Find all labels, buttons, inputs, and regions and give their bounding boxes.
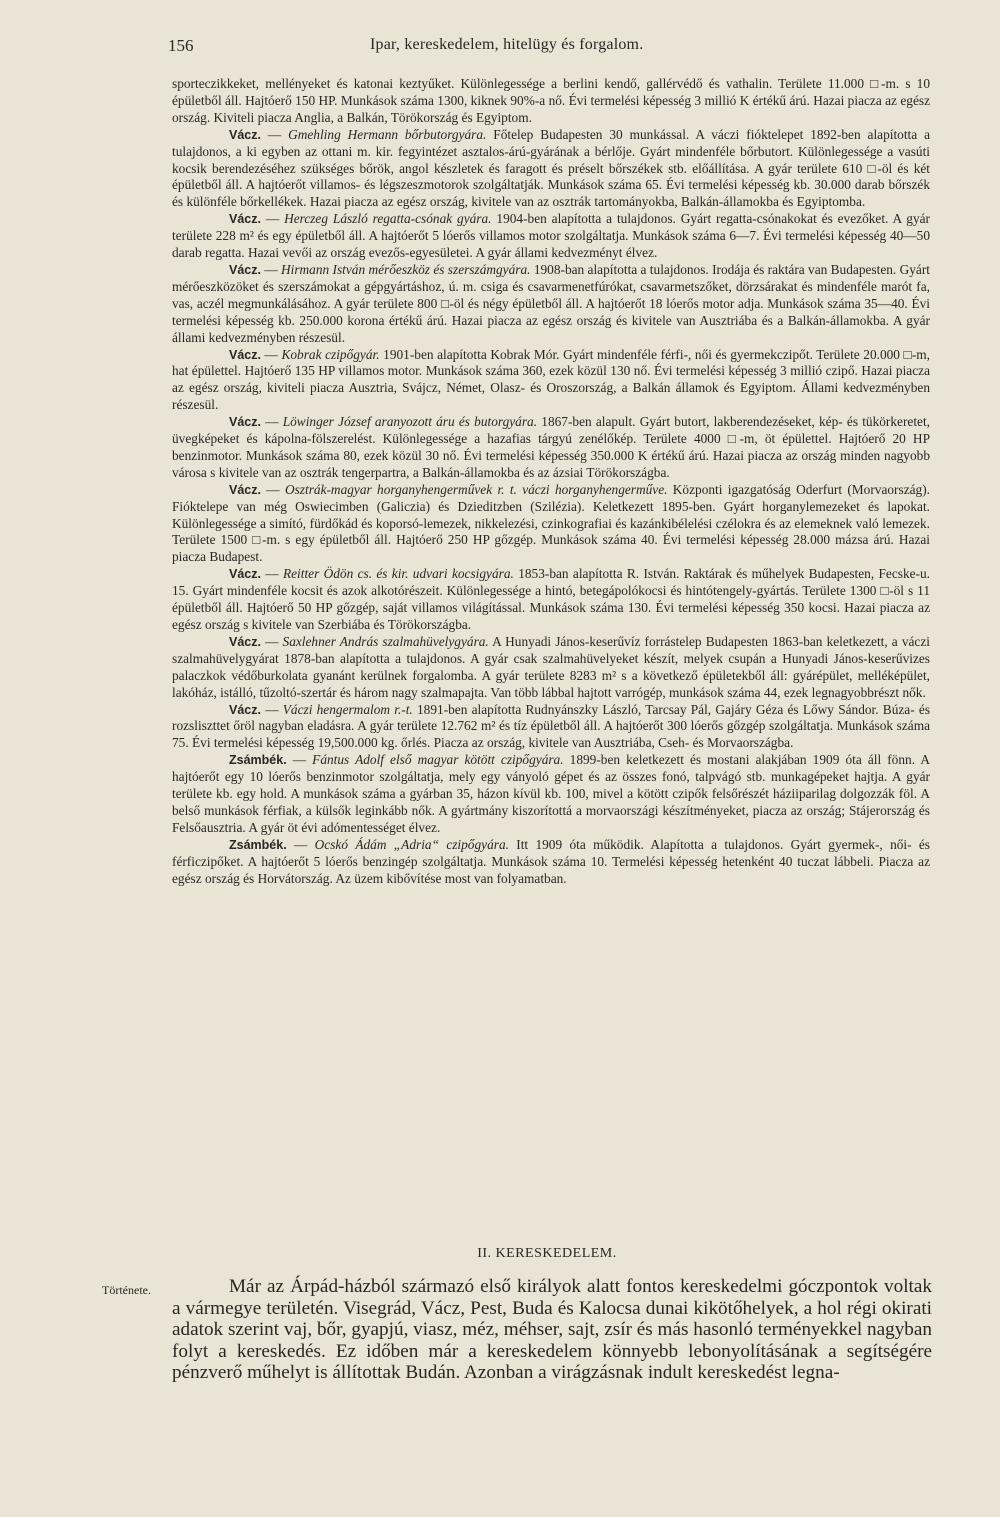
- section-heading: II. KERESKEDELEM.: [477, 1246, 617, 1261]
- section-paragraph: Már az Árpád-házból származó első királyok alatt fontos kereskedelmi góczpontok voltak a vármegye területén. Visegrád, Vácz, Pest, Buda és Kalocsa dunai kikötőhelyek, a hol régi okirati adatok szerint vaj, bőr, gyapjú, viasz, méz, méhser, sajt, zsír és más hasonló terményekkel nagyban folyt a kereskedés. Ez időben már a kereskedelem könnyebb lebonyolításának a segítségére pénzverő műhelyt is állítottak Budán. Azonban a virágzásnak indult kereskedést legna-: [172, 1276, 932, 1384]
- entry-text: 1891-ben alapította Rudnyánszky László, Tarcsay Pál, Gajáry Géza és Lőwy Sándor. Búza- és rozsliszttet őröl nagyban eladásra. A gyár területe 12.762 m² és tíz épületből áll. A hajtóerőt 300 lóerős gőzgép szolgáltatja. Munkások száma 75. Évi termelési képesség 19,500.000 kg. őrlés. Piacza az ország, kivitele van Ausztriába, Cseh- és Morvaországba.: [172, 701, 931, 751]
- entry-firm: Osztrák-magyar horganyhengerművek r. t. váczi horganyhengerműve.: [284, 481, 668, 497]
- entry-firm: Löwinger József aranyozott áru és butorgyára.: [282, 414, 538, 430]
- entry-saxlehner: Vácz. — Saxlehner András szalmahüvelygyára. A Hunyadi János-keserűvíz forrástelep Budapesten 1863-ban keletkezett, a váczi szalmahüvelygyárat 1878-ban alapította a tulajdonos. A gyár csak szalmahüvelyeket készít, melyek csupán a Hunyadi János-keserűvizes palaczkok védőburkolata gyanánt kerülnek forgalomba. A gyár területe 8283 m² s a következő épületekből áll: gyárépület, melléképület, lakóház, istálló, tűzoltó-szertár és három nagy szalmapajta. Van több lábbal hajtott varrógép, munkások száma 44, ezek legnagyobbrészt nők.: [172, 633, 930, 700]
- entry-text: 1867-ben alapult. Gyárt butort, lakberendezéseket, kép- és tükörkeretet, üvegképeket és kápolna-fölszerelést. Különlegessége a hazafias tárgyú zenélőkép. Területe 4000 □-m, öt épülettel. Hajtóerő 20 HP benzinmotor. Munkások száma 80, ezek közül 30 nő. Évi termelési képesség 350.000 K értékű árú. Hazai piacza az ország minden nagyobb városa s kivitele van az osztrák tengerpartra, a Balkán-államokba és az ázsiai Törökországba.: [172, 414, 930, 480]
- entry-place: Vácz.: [229, 634, 261, 649]
- entry-place: Vácz.: [229, 415, 261, 430]
- entry-text: Központi igazgatóság Oderfurt (Morvaország). Fióktelepe van még Oswiecimben (Galiczia) és Dzieditzben (Szilézia). Keletkezett 1895-ben. Gyárt horganylemezeket és lapokat. Különlegessége a simító, fürdőkád és koporsó-lemezek, nikkelezési, czinkografiai és kazánkibélelési czélokra és az elemeknek való lemezek. Területe 1500 □-m. s egy épületből áll. Hajtóerő 250 HP gőzgép. Munkások száma 40. Évi termelési képesség 28.000 mázsa árú. Hazai piacza Budapest.: [172, 481, 930, 565]
- entry-herczeg: Vácz. — Herczeg László regatta-csónak gyára. 1904-ben alapította a tulajdonos. Gyárt regatta-csónakokat és evezőket. A gyár területe 228 m² és egy épületből áll. A hajtóerőt 5 lóerős villamos motor szolgáltatja. Munkások száma 6—7. Évi termelési képesség 40—50 darab regatta. Hazai vevői az ország evezős-egyesületei. A gyár állami kedvezményt élvez.: [172, 211, 930, 261]
- directory-text: [172, 76, 930, 888]
- entry-hengermalom: Vácz. — Váczi hengermalom r.-t. 1891-ben alapította Rudnyánszky László, Tarcsay Pál, Gajáry Géza és Lőwy Sándor. Búza- és rozsliszttet őröl nagyban eladásra. A gyár területe 12.762 m² és tíz épületből áll. A hajtóerőt 300 lóerős gőzgép szolgáltatja. Munkások száma 75. Évi termelési képesség 19,500.000 kg. őrlés. Piacza az ország, kivitele van Ausztriába, Cseh- és Morvaországba.: [172, 701, 931, 751]
- entry-firm: Reitter Ödön cs. és kir. udvari kocsigyára.: [282, 566, 514, 582]
- entry-place: Zsámbék.: [229, 837, 287, 852]
- margin-note: Története.: [102, 1283, 151, 1297]
- entry-place: Vácz.: [229, 347, 261, 362]
- entry-place: Vácz.: [229, 262, 261, 277]
- entry-place: Vácz.: [229, 482, 261, 497]
- entry-text: 1908-ban alapította a tulajdonos. Irodája és raktára van Budapesten. Gyárt mérőeszközöket és szerszámokat a gépgyártáshoz, ú. m. csiga és csavarmenetfúrókat, csavarmetszőket, dörzsárakat és mindenféle marót fa, vas, aczél megmunkálásához. A gyár területe 800 □-öl és négy épületből áll. A hajtóerőt 18 lóerős motor adja. Munkások száma 35—40. Évi termelési képesség kb. 250.000 korona értékű árú. Hazai piacza az egész ország és kivitele van Ausztriába és a Balkán-államokba. A gyár állami kedvezményben részesül.: [172, 261, 930, 345]
- entry-firm: Herczeg László regatta-csónak gyára.: [284, 211, 492, 227]
- entry-firm: Váczi hengermalom r.-t.: [282, 701, 413, 717]
- entry-place: Vácz.: [229, 127, 261, 142]
- entry-text: Főtelep Budapesten 30 munkással. A váczi fióktelepet 1892-ben alapította a tulajdonos, a ki egyben az ottani m. kir. fegyintézet asztalos-árú-gyárának a bérlője. Gyárt mindenféle bőrbutort. Különlegessége a vasúti kocsik berendezéséhez szükséges bőrök, angol készletek és faragott és préselt bőrszékek stb. előállítása. A gyár területe 610 □-öl és két épületből áll. A hajtóerőt villamos- és légszeszmotorok szolgáltatják. Munkások száma 65. Évi termelési képesség kb. 30.000 darab bőrszék és különféle bőrkellékek. Hazai piacza az egész ország, kivitele van az osztrák tartományokba, Balkán-államokba és Egyiptomba.: [172, 126, 930, 210]
- entry-place: Vácz.: [229, 567, 261, 582]
- entry-firm: Gmehling Hermann bőrbutorgyára.: [288, 126, 487, 142]
- entry-text: A Hunyadi János-keserűvíz forrástelep Budapesten 1863-ban keletkezett, a váczi szalmahüvelygyárat 1878-ban alapította a tulajdonos. A gyár csak szalmahüvelyeket készít, melyek csupán a Hunyadi János-keserűvizes palaczkok védőburkolata gyanánt kerülnek forgalomba. A gyár területe 8283 m² s a következő épületekből áll: gyárépület, melléképület, lakóház, istálló, tűzoltó-szertár és három nagy szalmapajta. Van több lábbal hajtott varrógép, munkások száma 44, ezek legnagyobbrészt nők.: [172, 633, 930, 700]
- page-number: 156: [168, 36, 194, 55]
- intro-paragraph: sporteczikkeket, mellényeket és katonai keztyűket. Különlegessége a berlini kendő, gallérvédő és vathalin. Területe 11.000 □-m. s 10 épületből áll. Hajtóerő 150 HP. Munkások száma 1300, kiknek 90%-a nő. Évi termelési képesség 3 millió K értékű árú. Hazai piacza az egész ország. Kiviteli piacza Anglia, a Balkán, Törökország és Egyiptom.: [172, 76, 930, 125]
- entry-fantus: Zsámbék. — Fántus Adolf első magyar kötött czipőgyára. 1899-ben keletkezett és mostani alakjában 1909 óta áll fönn. A hajtóerőt egy 10 lóerős benzinmotor szolgáltatja, mely egy ványoló gépet és az összes fonó, talpvágó stb. munkagépeket hajtja. A gyár területe kb. egy hold. A munkások száma a gyárban 35, házon kívül kb. 100, mivel a kötött czipők felsőrészét háziiparilag dolgozzák föl. A belső munkások férfiak, a külsők leginkább nők. A gyártmány kiszorítottá a morvaországi készítményeket, piacza az ország; Stájerország és Felsőausztria. A gyár öt évi adómentességet élvez.: [172, 752, 931, 835]
- entry-text: Itt 1909 óta működik. Alapította a tulajdonos. Gyárt gyermek-, női- és férficzipőket. A hajtóerőt 5 lóerős benzingép szolgáltatja. Munkások száma 10. Termelési képesség hetenként 40 tuczat lábbeli. Piacza az egész ország és Horvátország. Az üzem kibővítése most van folyamatban.: [172, 836, 931, 886]
- entry-firm: Saxlehner András szalmahüvelygyára.: [282, 633, 489, 649]
- running-head: Ipar, kereskedelem, hitelügy és forgalom.: [370, 36, 644, 53]
- entry-firm: Ocskó Ádám „Adria“ czipőgyára.: [314, 836, 509, 852]
- entry-lowinger: Vácz. — Löwinger József aranyozott áru és butorgyára. 1867-ben alapult. Gyárt butort, lakberendezéseket, kép- és tükörkeretet, üvegképeket és kápolna-fölszerelést. Különlegessége a hazafias tárgyú zenélőkép. Területe 4000 □-m, öt épülettel. Hajtóerő 20 HP benzinmotor. Munkások száma 80, ezek közül 30 nő. Évi termelési képesség 350.000 K értékű árú. Hazai piacza az ország minden nagyobb városa s kivitele van az osztrák tengerpartra, a Balkán-államokba és az ázsiai Törökországba.: [172, 414, 930, 480]
- entry-text: 1899-ben keletkezett és mostani alakjában 1909 óta áll fönn. A hajtóerőt egy 10 lóerős benzinmotor szolgáltatja, mely egy ványoló gépet és az összes fonó, talpvágó stb. munkagépeket hajtja. A gyár területe kb. egy hold. A munkások száma a gyárban 35, házon kívül kb. 100, mivel a kötött czipők felsőrészét háziiparilag dolgozzák föl. A belső munkások férfiak, a külsők leginkább nők. A gyártmány kiszorítottá a morvaországi készítményeket, piacza az ország; Stájerország és Felsőausztria. A gyár öt évi adómentességet élvez.: [172, 752, 931, 835]
- entry-ocsko: Zsámbék. — Ocskó Ádám „Adria“ czipőgyára. Itt 1909 óta működik. Alapította a tulajdonos. Gyárt gyermek-, női- és férficzipőket. A hajtóerőt 5 lóerős benzingép szolgáltatja. Munkások száma 10. Termelési képesség hetenként 40 tuczat lábbeli. Piacza az egész ország és Horvátország. Az üzem kibővítése most van folyamatban.: [172, 836, 931, 886]
- entry-kobrak: Vácz. — Kobrak czipőgyár. 1901-ben alapította Kobrak Mór. Gyárt mindenféle férfi-, női és gyermekczipőt. Területe 20.000 □-m, hat épülettel. Hajtóerő 135 HP villamos motor. Munkások száma 360, ezek közül 130 nő. Évi termelési képesség 3 millió czipő. Hazai piacza az egész ország, kiviteli piacza Ausztria, Svájcz, Német, Olasz- és Oroszország, a Balkán államok és Egyiptom. Állami kedvezményben részesül.: [172, 346, 931, 413]
- entry-place: Vácz.: [229, 212, 261, 227]
- entry-place: Vácz.: [229, 702, 261, 717]
- entry-gmehling: Vácz. — Gmehling Hermann bőrbutorgyára. Főtelep Budapesten 30 munkással. A váczi fióktelepet 1892-ben alapította a tulajdonos, a ki egyben az ottani m. kir. fegyintézet asztalos-árú-gyárának a bérlője. Gyárt mindenféle bőrbutort. Különlegessége a vasúti kocsik berendezéséhez szükséges bőrök, angol készletek és faragott és préselt bőrszékek stb. előállítása. A gyár területe 610 □-öl és két épületből áll. A hajtóerőt villamos- és légszeszmotorok szolgáltatják. Munkások száma 65. Évi termelési képesség kb. 30.000 darab bőrszék és különféle bőrkellékek. Hazai piacza az egész ország, kivitele van az osztrák tartományokba, Balkán-államokba és Egyiptomba.: [172, 126, 930, 210]
- entry-text: 1901-ben alapította Kobrak Mór. Gyárt mindenféle férfi-, női és gyermekczipőt. Területe 20.000 □-m, hat épülettel. Hajtóerő 135 HP villamos motor. Munkások száma 360, ezek közül 130 nő. Évi termelési képesség 3 millió czipő. Hazai piacza az egész ország, kiviteli piacza Ausztria, Svájcz, Német, Olasz- és Oroszország, a Balkán államok és Egyiptom. Állami kedvezményben részesül.: [172, 346, 931, 413]
- entry-place: Zsámbék.: [229, 753, 287, 768]
- entry-reitter: Vácz. — Reitter Ödön cs. és kir. udvari kocsigyára. 1853-ban alapította R. István. Raktárak és műhelyek Budapesten, Fecske-u. 15. Gyárt mindenféle kocsit és azok alkotórészeit. Különlegessége a hintó, betegápolókocsi és hintótengely-gyártás. Területe 1300 □-öl s 11 épületből áll. Hajtóerő 50 HP gőzgép, saját villamos világítással. Munkások száma 130. Évi termelési képesség 350 kocsi. Hazai piacza az egész ország s kivitele van Szerbiába és Törökországba.: [172, 566, 931, 632]
- entry-text: 1904-ben alapította a tulajdonos. Gyárt regatta-csónakokat és evezőket. A gyár területe 228 m² és egy épületből áll. A hajtóerőt 5 lóerős villamos motor szolgáltatja. Munkások száma 6—7. Évi termelési képesség 40—50 darab regatta. Hazai vevői az ország evezős-egyesületei. A gyár állami kedvezményt élvez.: [172, 211, 930, 261]
- entry-firm: Fántus Adolf első magyar kötött czipőgyára.: [312, 752, 564, 768]
- entry-firm: Kobrak czipőgyár.: [281, 346, 380, 362]
- page-header: [168, 36, 968, 62]
- section-body: [172, 1276, 932, 1384]
- entry-firm: Hirmann István mérőeszköz és szerszámgyára.: [281, 261, 531, 277]
- entry-text: 1853-ban alapította R. István. Raktárak és műhelyek Budapesten, Fecske-u. 15. Gyárt mindenféle kocsit és azok alkotórészeit. Különlegessége a hintó, betegápolókocsi és hintótengely-gyártás. Területe 1300 □-öl s 11 épületből áll. Hajtóerő 50 HP gőzgép, saját villamos világítással. Munkások száma 130. Évi termelési képesség 350 kocsi. Hazai piacza az egész ország s kivitele van Szerbiába és Törökországba.: [172, 566, 931, 632]
- entry-hirmann: Vácz. — Hirmann István mérőeszköz és szerszámgyára. 1908-ban alapította a tulajdonos. Irodája és raktára van Budapesten. Gyárt mérőeszközöket és szerszámokat a gépgyártáshoz, ú. m. csiga és csavarmenetfúrókat, csavarmetszőket, dörzsárakat és mindenféle marót fa, vas, aczél megmunkálásához. A gyár területe 800 □-öl és négy épületből áll. A hajtóerőt 18 lóerős motor adja. Munkások száma 35—40. Évi termelési képesség kb. 250.000 korona értékű árú. Hazai piacza az egész ország és kivitele van Ausztriába és a Balkán-államokba. A gyár állami kedvezményben részesül.: [172, 261, 930, 345]
- entry-horganyhenger: Vácz. — Osztrák-magyar horganyhengerművek r. t. váczi horganyhengerműve. Központi igazgatóság Oderfurt (Morvaország). Fióktelepe van még Oswiecimben (Galiczia) és Dzieditzben (Szilézia). Keletkezett 1895-ben. Gyárt horganylemezeket és lapokat. Különlegessége a simító, fürdőkád és koporsó-lemezek, nikkelezési, czinkografiai és kazánkibélelési czélokra és az elemeknek való lemezek. Területe 1500 □-m. s egy épületből áll. Hajtóerő 250 HP gőzgép. Munkások száma 40. Évi termelési képesség 28.000 mázsa árú. Hazai piacza Budapest.: [172, 481, 930, 565]
